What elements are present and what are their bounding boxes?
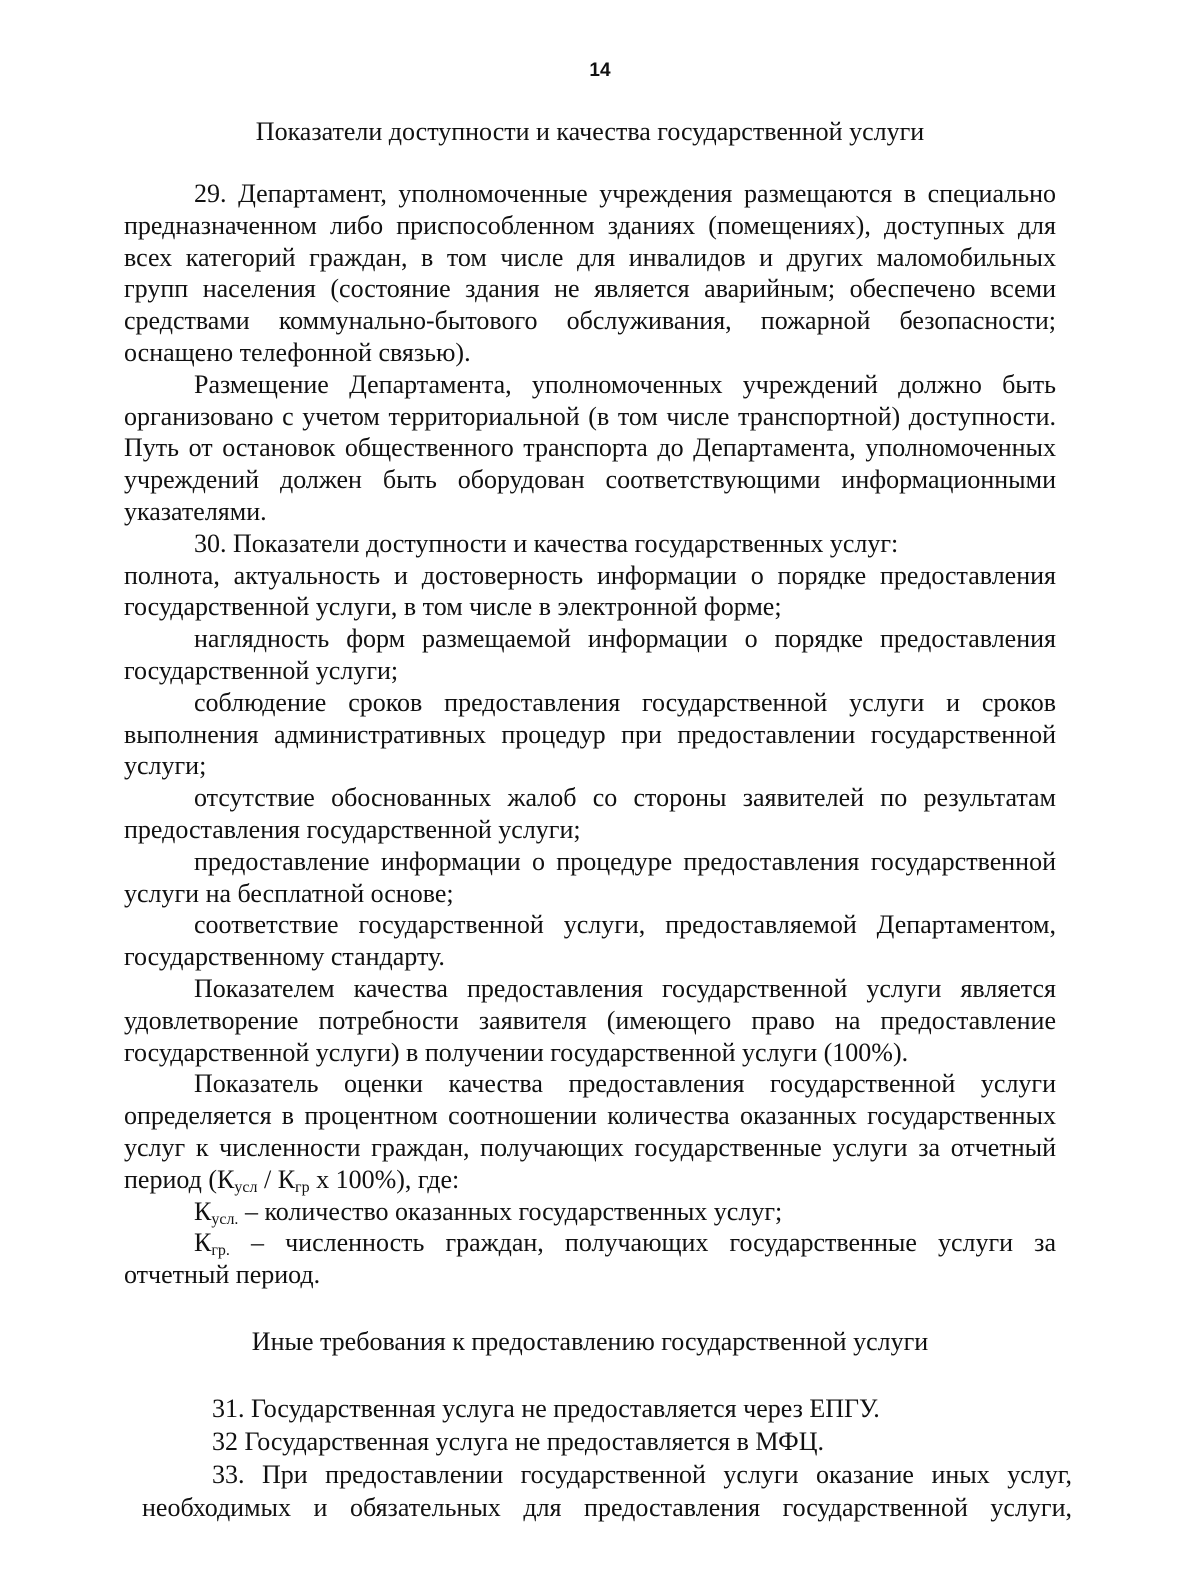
paragraph-quality-formula: [124, 1068, 1056, 1195]
page-number: 14: [589, 60, 611, 81]
formula-k-gr: К: [277, 1164, 296, 1194]
definition-k-usl-text: – количество оказанных государственных услуг;: [238, 1196, 783, 1226]
section-body-accessibility: [124, 178, 1056, 1291]
definition-k-usl: [124, 1196, 1056, 1228]
definition-k-usl-symbol: К: [194, 1196, 212, 1226]
definition-k-gr: [124, 1227, 1056, 1291]
formula-k-gr-subscript: гр: [295, 1178, 310, 1196]
definition-k-gr-subscript: гр.: [211, 1242, 230, 1260]
paragraph-29: [124, 178, 1056, 369]
list-item-deadlines: соблюдение сроков предоставления государственной услуги и сроков выполнения административных процедур при предоставлении государственной услуги;: [124, 687, 1056, 781]
list-item-standard: соответствие государственной услуги, предоставляемой Департаментом, государственному стандарту.: [124, 910, 1056, 972]
definition-k-usl-subscript: усл.: [211, 1210, 239, 1228]
paragraph-30-intro: 30. Показатели доступности и качества государственных услуг:: [194, 528, 899, 558]
paragraph-29-number: 29.: [194, 179, 227, 208]
definition-k-gr-symbol: К: [194, 1228, 212, 1258]
section-heading-accessibility: Показатели доступности и качества государственной услуги: [255, 117, 925, 146]
list-item-complaints: отсутствие обоснованных жалоб со стороны заявителей по результатам предоставления государственной услуги;: [124, 783, 1056, 844]
formula-k-usl-subscript: усл: [234, 1178, 258, 1196]
formula-intro: Показатель оценки качества предоставления государственной услуги определяется в процентном соотношении количества оказанных государственных услуг к численности граждан, получающих государственные услуги за отчетный период (: [124, 1069, 1056, 1194]
formula-tail: x 100%), где:: [309, 1164, 460, 1194]
section-body-other-requirements: [142, 1392, 1072, 1524]
list-item-completeness: полнота, актуальность и достоверность информации о порядке предоставления государственной услуги, в том числе в электронной форме;: [124, 560, 1056, 622]
formula-k-usl: К: [217, 1164, 235, 1194]
formula-separator: /: [257, 1164, 278, 1194]
paragraph-33: 33. При предоставлении государственной услуги оказание иных услуг, необходимых и обязательных для предоставления государственной услуги,: [142, 1460, 1072, 1522]
paragraph-31: 31. Государственная услуга не предоставляется через ЕПГУ.: [212, 1394, 880, 1423]
list-item-free-info: предоставление информации о процедуре предоставления государственной услуги на бесплатной основе;: [124, 846, 1056, 908]
section-heading-other-requirements: Иные требования к предоставлению государственной услуги: [251, 1327, 929, 1356]
paragraph-32: 32 Государственная услуга не предоставляется в МФЦ.: [212, 1427, 824, 1456]
paragraph-29-placement: Размещение Департамента, уполномоченных учреждений должно быть организовано с учетом территориальной (в том числе транспортной) доступности. Путь от остановок общественного транспорта до Департамента, уполномоченных учреждений должен быть оборудован соответствующими информационными указателями.: [124, 369, 1056, 526]
paragraph-quality-indicator: Показателем качества предоставления государственной услуги является удовлетворение потребности заявителя (имеющего право на предоставление государственной услуги) в получении государственной услуги (100%).: [124, 973, 1056, 1067]
paragraph-29-text: Департамент, уполномоченные учреждения размещаются в специально предназначенном либо приспособленном зданиях (помещениях), доступных для всех категорий граждан, в том числе для инвалидов и других маломобильных групп населения (состояние здания не является аварийным; обеспечено всеми средствами коммунально-бытового обслуживания, пожарной безопасности; оснащено телефонной связью).: [124, 179, 1056, 367]
definition-k-gr-text: – численность граждан, получающих государственные услуги за отчетный период.: [124, 1228, 1056, 1290]
list-item-clarity: наглядность форм размещаемой информации о порядке предоставления государственной услуги;: [124, 624, 1056, 685]
